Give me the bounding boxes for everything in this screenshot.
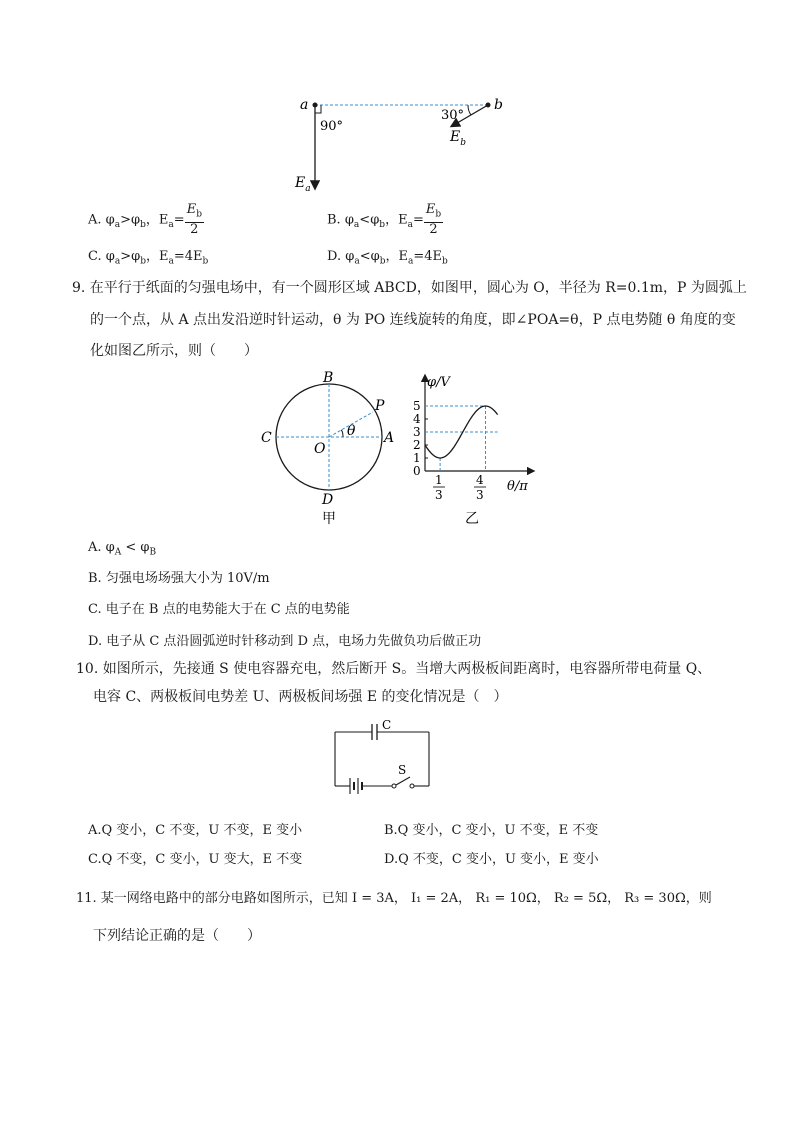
y-tick-label: 2 [413,438,421,452]
label-b: b [494,97,503,113]
q9-option-b: B. 匀强电场场强大小为 10V/m [88,571,270,586]
svg-text:3: 3 [435,488,443,502]
fraction: $\frac{E_b}{2}$ [186,202,202,237]
label-30: 30° [441,108,465,123]
q10-option-c: C.Q 不变，C 变小，U 变大，E 不变 [88,852,303,867]
q10-option-b: B.Q 变小，C 变小，U 不变，E 不变 [384,823,599,838]
q9-option-a: A. $\varphi_A < \varphi_B$ [88,540,157,558]
x-tick-1-3 [433,473,445,502]
q8-option-a: A. $\varphi_a>\varphi_b$，$E_a=$ $\frac{E_b}{2}$ [88,202,202,237]
q8-option-d: D. $\varphi_a<\varphi_b$，$E_a=4E_b$ [327,249,448,267]
label-c: C [261,430,272,446]
guide-lines [425,406,498,471]
q9-option-d: D. 电子从 C 点沿圆弧逆时针移动到 D 点，电场力先做负功后做正功 [88,634,482,649]
y-tick-label: 1 [413,451,421,465]
q10-line-2: 电容 C、两极板间电势差 U、两极板间场强 E 的变化情况是（ ） [93,689,508,705]
y-axis-label: φ/V [427,375,450,390]
phi-theta-chart [405,368,540,528]
q9-line-1: 9. 在平行于纸面的匀强电场中，有一个圆形区域 ABCD，如图甲，圆心为 O，半径为 R=0.1m，P 为圆弧上 [72,280,747,296]
label-b: B [323,370,334,386]
label-d: D [322,492,334,508]
label-theta: θ [347,423,356,439]
theta-arc [341,430,343,437]
label-s: S [398,763,407,777]
y-ticks [413,399,428,478]
label-a: a [300,97,309,113]
svg-text:3: 3 [476,488,484,502]
q11-line-2: 下列结论正确的是（ ） [93,928,261,944]
capacitor-circuit [330,716,434,796]
y-tick-label: 5 [413,399,421,413]
label-eb: $E_b$ [450,129,466,148]
svg-text:1: 1 [435,473,443,487]
angle-30-arc [468,105,471,115]
switch [392,777,414,788]
label-p: P [375,398,385,414]
q9-line-2: 的一个点，从 A 点出发沿逆时针运动，θ 为 PO 连线旋转的角度，即∠POA=θ，P 点电势随 θ 角度的变 [90,312,736,328]
y-tick-label: 3 [413,425,421,439]
label-90: 90° [320,119,344,134]
x-axis-label: θ/π [507,479,528,494]
q8-option-b: B. $\varphi_a<\varphi_b$，$E_a=$ $\frac{E_b}{2}$ [327,202,442,237]
y-tick-label: 0 [413,464,421,478]
fraction: $\frac{E_b}{2}$ [425,202,442,237]
label-c: C [382,718,392,732]
q10-line-1: 10. 如图所示，先接通 S 使电容器充电，然后断开 S。当增大两极板间距离时，电容器所带电荷量 Q、 [76,661,712,677]
label-a: A [384,430,395,446]
q9-option-c: C. 电子在 B 点的电势能大于在 C 点的电势能 [88,602,350,617]
q10-option-d: D.Q 不变，C 变小，U 变小，E 变小 [384,852,599,867]
q8-option-c: C. $\varphi_a>\varphi_b$，$E_a=4E_b$ [88,249,209,267]
field-vector-figure [290,90,520,200]
q10-option-a: A.Q 变小，C 不变，U 不变，E 变小 [88,823,303,838]
circle-figure [258,368,408,528]
battery [350,778,362,794]
caption-jia: 甲 [322,511,336,527]
x-tick-4-3 [474,473,486,502]
svg-text:4: 4 [476,473,484,487]
y-tick-label: 4 [413,412,421,426]
caption-yi: 乙 [465,511,479,527]
label-ea: $E_a$ [295,175,311,194]
q11-line-1: 11. 某一网络电路中的部分电路如图所示，已知 I = 3A， I₁ = 2A， R₁ = 10Ω， R₂ = 5Ω， R₃ = 30Ω，则 [76,891,712,906]
label-o: O [314,441,326,457]
q9-line-3: 化如图乙所示，则（ ） [90,343,258,359]
